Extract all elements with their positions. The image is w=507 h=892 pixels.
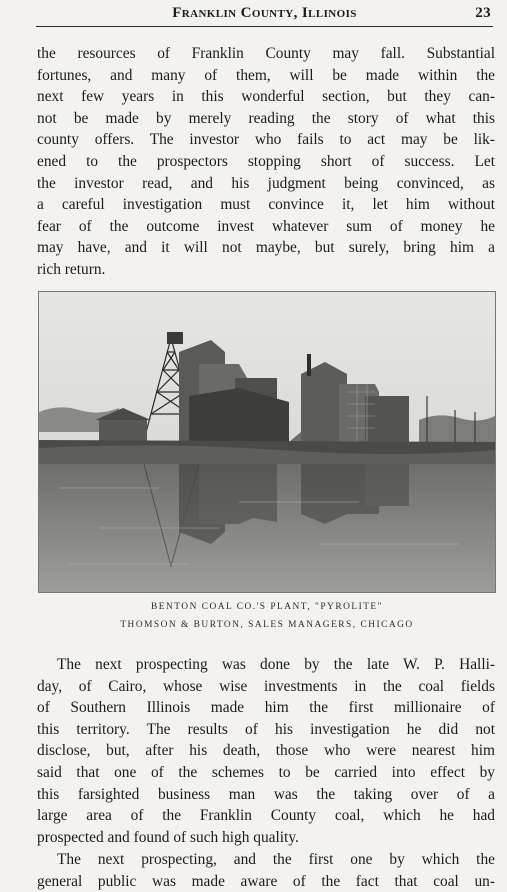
coal-plant-illustration — [39, 292, 495, 592]
page-number: 23 — [475, 5, 491, 21]
text-line: a careful investigation must convince it, let him without — [37, 196, 495, 214]
text-line: large area of the Franklin County coal, which he had — [37, 807, 495, 825]
text-line: The next prospecting was done by the late W. P. Halli- — [57, 656, 495, 673]
text-line: county offers. The investor who fails to act may be lik- — [37, 131, 495, 149]
coal-plant-photo — [38, 291, 496, 593]
text-line: ened to the prospectors stopping short of success. Let — [37, 152, 495, 170]
text-line: fear of the outcome invest whatever sum of money he — [37, 217, 495, 235]
text-line: this territory. The results of his investigation he did not — [37, 720, 495, 738]
paragraph-3 — [37, 849, 495, 892]
text-line: rich return. — [37, 260, 106, 278]
text-line: day, of Cairo, whose wise investments in the coal fields — [37, 677, 495, 695]
text-line: of Southern Illinois made him the first millionaire of — [37, 699, 495, 717]
paragraph-2 — [37, 654, 495, 848]
paragraph-1 — [37, 43, 495, 281]
text-line: prospected and found of such high quality. — [37, 828, 299, 846]
text-line: fortunes, and many of them, will be made within the — [37, 66, 495, 84]
text-line: the investor read, and his judgment being convinced, as — [37, 174, 495, 192]
text-line: said that one of the schemes to be carried into effect by — [37, 763, 495, 781]
text-line: The next prospecting, and the first one by which the — [57, 851, 495, 868]
text-line: may have, and it will not maybe, but surely, bring him a — [37, 239, 495, 257]
running-title: Franklin County, Illinois — [172, 5, 357, 21]
running-header — [36, 2, 493, 27]
text-line: general public was made aware of the fact that coal un- — [37, 872, 495, 890]
text-line: disclose, but, after his death, those who were nearest him — [37, 742, 495, 760]
text-line: the resources of Franklin County may fall. Substantial — [37, 45, 495, 62]
text-line: not be made by merely reading the story of what this — [37, 109, 495, 127]
photo-caption-line-2: THOMSON & BURTON, SALES MANAGERS, CHICAGO — [120, 620, 414, 630]
text-line: this farsighted business man was the taking over of a — [37, 785, 495, 803]
photo-caption-line-1: BENTON COAL CO.'S PLANT, "PYROLITE" — [151, 602, 383, 612]
text-line: next few years in this wonderful section, but they can- — [37, 88, 495, 106]
